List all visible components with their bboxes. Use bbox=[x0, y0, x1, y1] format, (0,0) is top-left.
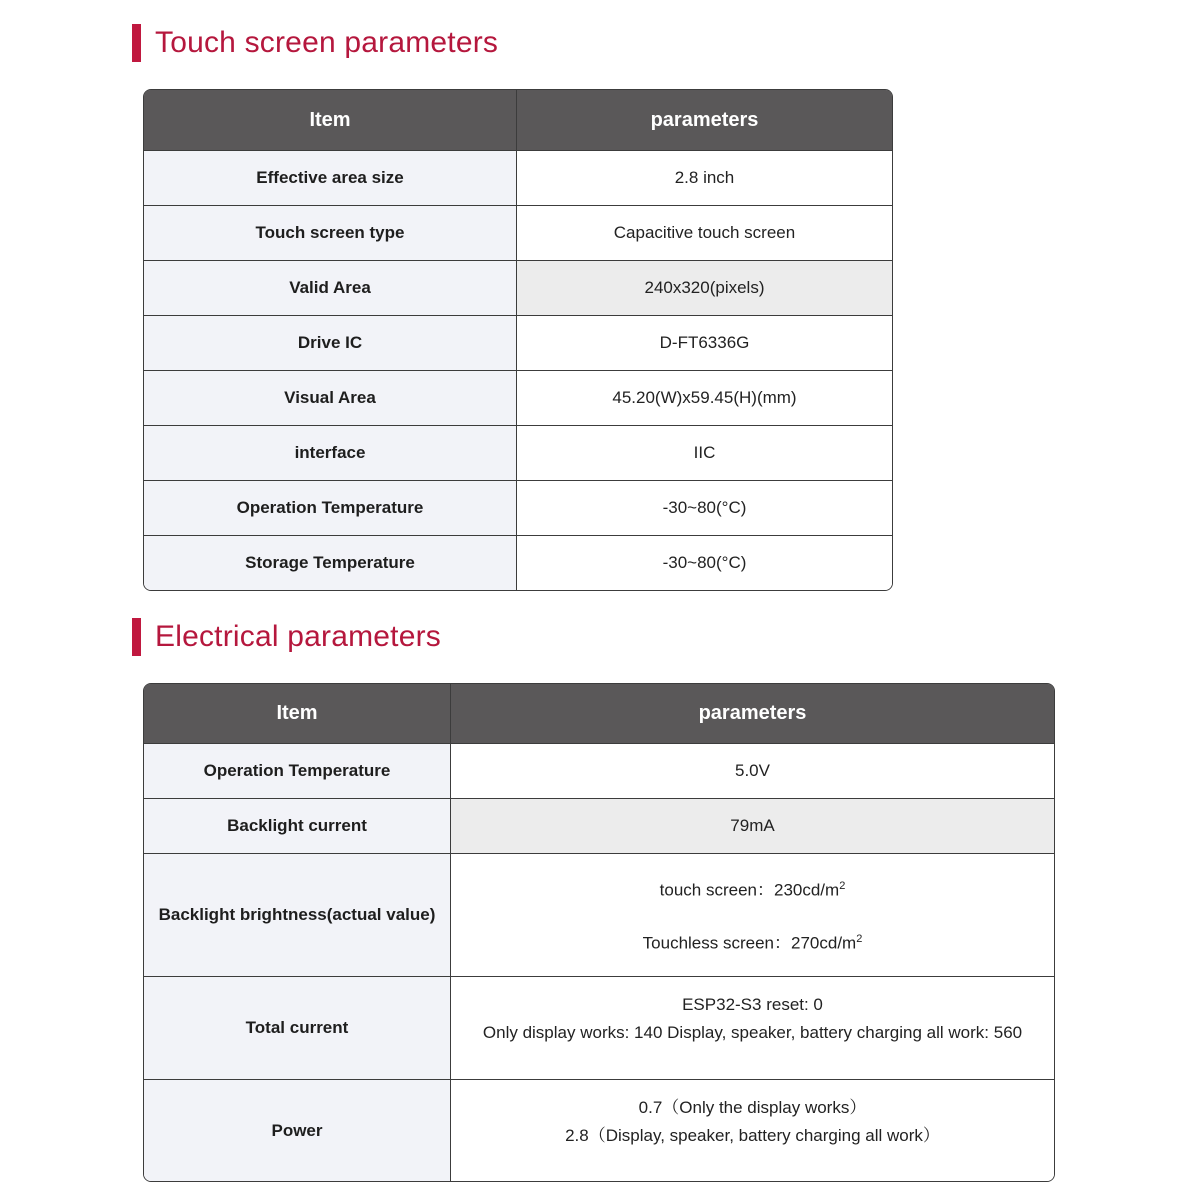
table-row bbox=[144, 798, 1054, 853]
table-row bbox=[144, 480, 892, 535]
header-parameters: parameters bbox=[517, 90, 892, 150]
power-line-1: 0.7（Only the display works） bbox=[638, 1098, 867, 1117]
table-row bbox=[144, 853, 1054, 976]
row-item: Backlight brightness(actual value) bbox=[144, 854, 451, 976]
row-item: interface bbox=[144, 426, 517, 480]
touch-section-title-text: Touch screen parameters bbox=[155, 26, 499, 59]
row-item: Backlight current bbox=[144, 799, 451, 853]
row-item: Touch screen type bbox=[144, 206, 517, 260]
row-value: IIC bbox=[517, 426, 892, 480]
table-row bbox=[144, 743, 1054, 798]
table-row bbox=[144, 370, 892, 425]
total-current-line-1: ESP32-S3 reset: 0 bbox=[682, 995, 823, 1014]
table-row bbox=[144, 425, 892, 480]
touch-parameters-table bbox=[143, 89, 893, 591]
power-line-2: 2.8（Display, speaker, battery charging all work） bbox=[565, 1126, 940, 1145]
row-value-multiline bbox=[451, 977, 1054, 1079]
header-parameters: parameters bbox=[451, 684, 1054, 743]
electrical-section-title bbox=[132, 618, 441, 656]
row-item: Visual Area bbox=[144, 371, 517, 425]
row-value: 79mA bbox=[451, 799, 1054, 853]
header-item: Item bbox=[144, 684, 451, 743]
row-value: D-FT6336G bbox=[517, 316, 892, 370]
table-header-row bbox=[144, 684, 1054, 743]
title-accent-bar bbox=[132, 24, 141, 62]
brightness-line-1: touch screen：$230cd/m^2$ bbox=[659, 880, 846, 900]
table-row bbox=[144, 260, 892, 315]
row-item: Effective area size bbox=[144, 151, 517, 205]
electrical-section-title-text: Electrical parameters bbox=[155, 620, 441, 653]
table-row bbox=[144, 535, 892, 590]
table-row bbox=[144, 205, 892, 260]
total-current-line-2: Only display works: 140 Display, speaker, battery charging all work: 560 bbox=[482, 1023, 1023, 1042]
table-row bbox=[144, 976, 1054, 1079]
row-value: 45.20(W)x59.45(H)(mm) bbox=[517, 371, 892, 425]
brightness-line-2: Touchless screen：$270cd/m^2$ bbox=[642, 933, 863, 953]
row-value-multiline bbox=[451, 1080, 1054, 1181]
electrical-parameters-table bbox=[143, 683, 1055, 1182]
table-row bbox=[144, 315, 892, 370]
row-item: Total current bbox=[144, 977, 451, 1079]
row-value: 240x320(pixels) bbox=[517, 261, 892, 315]
title-accent-bar bbox=[132, 618, 141, 656]
row-item: Drive IC bbox=[144, 316, 517, 370]
header-item: Item bbox=[144, 90, 517, 150]
row-item: Valid Area bbox=[144, 261, 517, 315]
row-value-multiline bbox=[451, 854, 1054, 976]
row-item: Operation Temperature bbox=[144, 481, 517, 535]
table-header-row bbox=[144, 90, 892, 150]
row-item: Power bbox=[144, 1080, 451, 1181]
touch-section-title bbox=[132, 24, 498, 62]
row-value: -30~80(°C) bbox=[517, 481, 892, 535]
row-item: Storage Temperature bbox=[144, 536, 517, 590]
row-value: Capacitive touch screen bbox=[517, 206, 892, 260]
row-item: Operation Temperature bbox=[144, 744, 451, 798]
row-value: 2.8 inch bbox=[517, 151, 892, 205]
table-row bbox=[144, 150, 892, 205]
row-value: 5.0V bbox=[451, 744, 1054, 798]
table-row bbox=[144, 1079, 1054, 1181]
row-value: -30~80(°C) bbox=[517, 536, 892, 590]
